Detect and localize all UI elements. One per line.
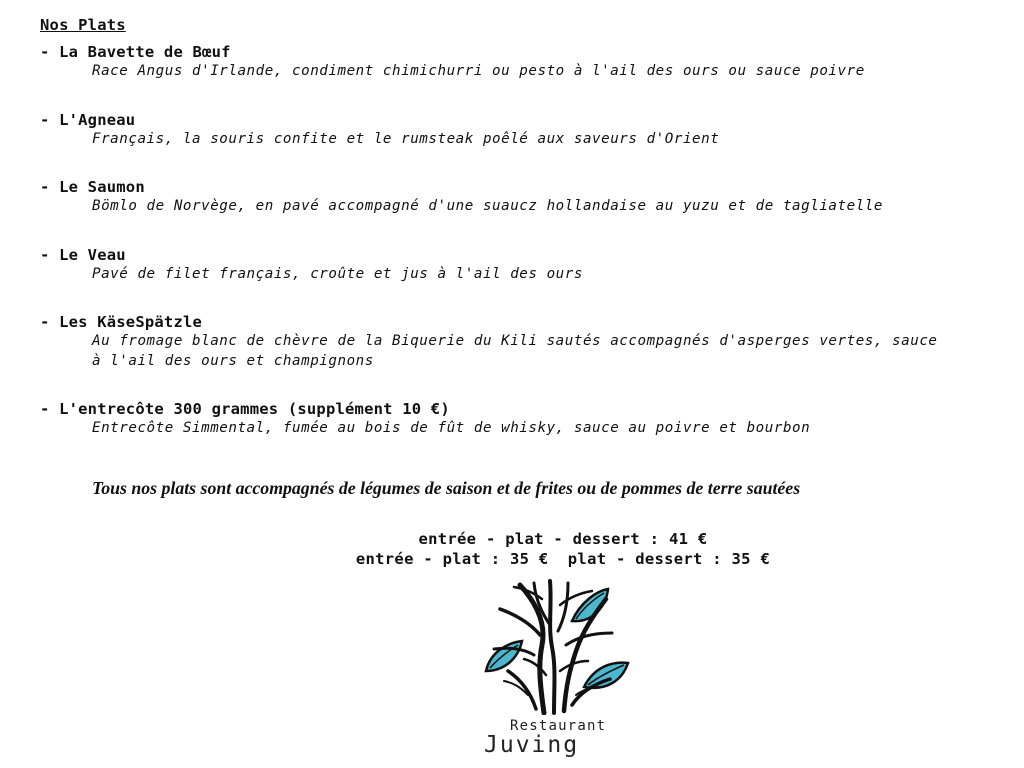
dish-description: Pavé de filet français, croûte et jus à l'ail des ours [92, 265, 583, 282]
dish-item [40, 246, 1000, 285]
dish-name: - La Bavette de Bœuf [40, 43, 231, 61]
dish-list [40, 43, 1000, 468]
tree-icon [480, 575, 640, 715]
dish-item [40, 400, 1000, 439]
dish-item [40, 178, 1000, 217]
dish-name: - L'Agneau [40, 110, 136, 129]
dish-name: - L'entrecôte 300 grammes (supplément 10 €) [40, 400, 450, 418]
dish-description: Bömlo de Norvège, en pavé accompagné d'une suaucz hollandaise au yuzu et de tagliatelle [92, 198, 883, 214]
dish-name: - Les KäseSpätzle [40, 313, 203, 331]
section-title: Nos Plats [40, 16, 126, 34]
price-formulas [0, 529, 1024, 569]
dish-item [40, 43, 1000, 82]
logo-name: Juving [484, 732, 580, 758]
price-line-full-menu: entrée - plat - dessert : 41 € [418, 530, 708, 548]
dish-description: Français, la souris confite et le rumsteak poêlé aux saveurs d'Orient [92, 130, 720, 147]
restaurant-logo [480, 575, 640, 765]
dish-description: Race Angus d'Irlande, condiment chimichurri ou pesto à l'ail des ours ou sauce poivre [92, 63, 865, 79]
dish-description: Au fromage blanc de chèvre de la Biquerie du Kili sautés accompagnés d'asperges vertes, sauce à l'ail des ours et champignons [92, 333, 938, 369]
dish-description: Entrecôte Simmental, fumée au bois de fût de whisky, sauce au poivre et bourbon [92, 420, 811, 436]
dish-item [40, 111, 1000, 150]
dish-item [40, 313, 1000, 371]
dish-name: - Le Veau [40, 245, 126, 264]
dish-name: - Le Saumon [40, 178, 145, 196]
logo-subtitle: Restaurant [510, 718, 607, 734]
price-line-two-courses: entrée - plat : 35 € plat - dessert : 35 € [355, 550, 771, 568]
side-dish-note: Tous nos plats sont accompagnés de légumes de saison et de frites ou de pommes de terre sautées [92, 478, 801, 498]
leaf-shapes [486, 589, 628, 688]
